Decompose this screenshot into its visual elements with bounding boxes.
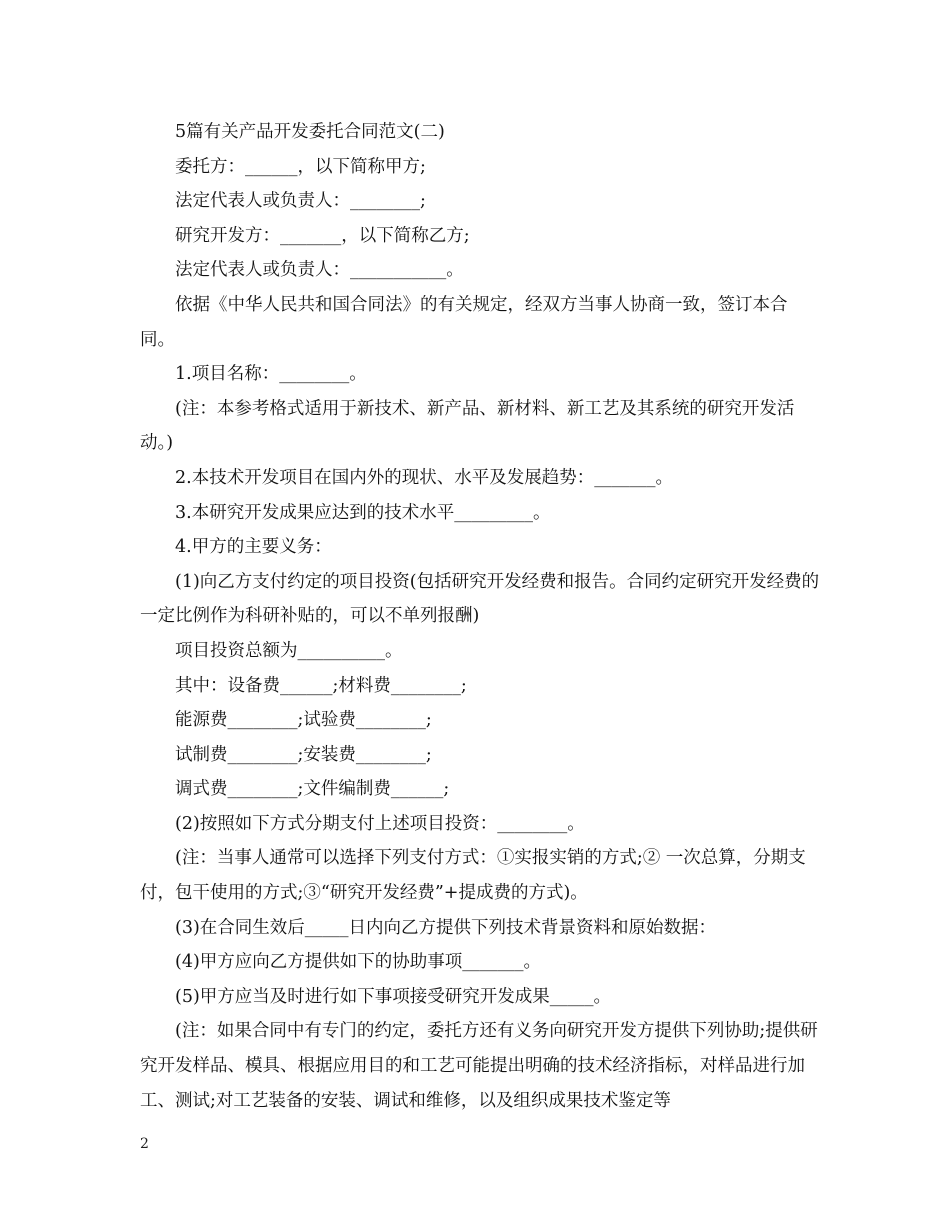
paragraph-client: 委托方：______，以下简称甲方; [175,156,426,177]
paragraph-note-assistance: (注：如果合同中有专门的约定，委托方还有义务向研究开发方提供下列协助;提供研究开发样品、模具、根据应用目的和工艺可能提出明确的技术经济指标，对样品进行加工、测试;对工艺装备的安装、调试和维修，以及组织成果技术鉴定等 [140,1021,818,1111]
paragraph-obligation-4: (4)甲方应向乙方提供如下的协助事项_______。 [175,952,542,973]
paragraph-note-payment: (注：当事人通常可以选择下列支付方式：①实报实销的方式;② 一次总算，分期支付，包干使用的方式;③“研究开发经费”+提成费的方式)。 [140,848,806,904]
paragraph-obligation-5: (5)甲方应当及时进行如下事项接受研究开发成果_____。 [175,986,612,1007]
document-title: 5篇有关产品开发委托合同范文(二) [175,122,445,142]
paragraph-technical-level: 3.本研究开发成果应达到的技术水平_________。 [175,502,551,523]
paragraph-cost-debugging-documents: 调式费________;文件编制费______; [175,779,450,800]
paragraph-legal-basis: 依据《中华人民共和国合同法》的有关规定，经双方当事人协商一致，签订本合同。 [140,294,788,350]
paragraph-obligation-2: (2)按照如下方式分期支付上述项目投资：________。 [175,813,585,834]
paragraph-project-name: 1.项目名称：________。 [175,364,367,385]
paragraph-project-status: 2.本技术开发项目在国内外的现状、水平及发展趋势：_______。 [175,467,673,488]
paragraph-developer: 研究开发方：_______，以下简称乙方; [175,225,470,246]
page-number: 2 [140,1136,149,1152]
document-body [140,115,820,1118]
paragraph-investment-total: 项目投资总额为__________。 [175,640,403,661]
paragraph-obligation-3: (3)在合同生效后_____日内向乙方提供下列技术背景资料和原始数据： [175,917,717,938]
paragraph-client-representative: 法定代表人或负责人：________; [175,191,426,212]
paragraph-note-scope: (注：本参考格式适用于新技术、新产品、新材料、新工艺及其系统的研究开发活动。) [140,398,795,454]
paragraph-obligation-1: (1)向乙方支付约定的项目投资(包括研究开发经费和报告。合同约定研究开发经费的一定比例作为科研补贴的，可以不单列报酬) [140,571,820,627]
paragraph-cost-equipment-materials: 其中：设备费______;材料费________; [175,675,467,696]
paragraph-cost-trial-installation: 试制费________;安装费________; [175,744,432,765]
paragraph-developer-representative: 法定代表人或负责人：___________。 [175,260,464,281]
paragraph-cost-energy-testing: 能源费________;试验费________; [175,710,432,731]
paragraph-party-a-obligations: 4.甲方的主要义务： [175,537,332,558]
